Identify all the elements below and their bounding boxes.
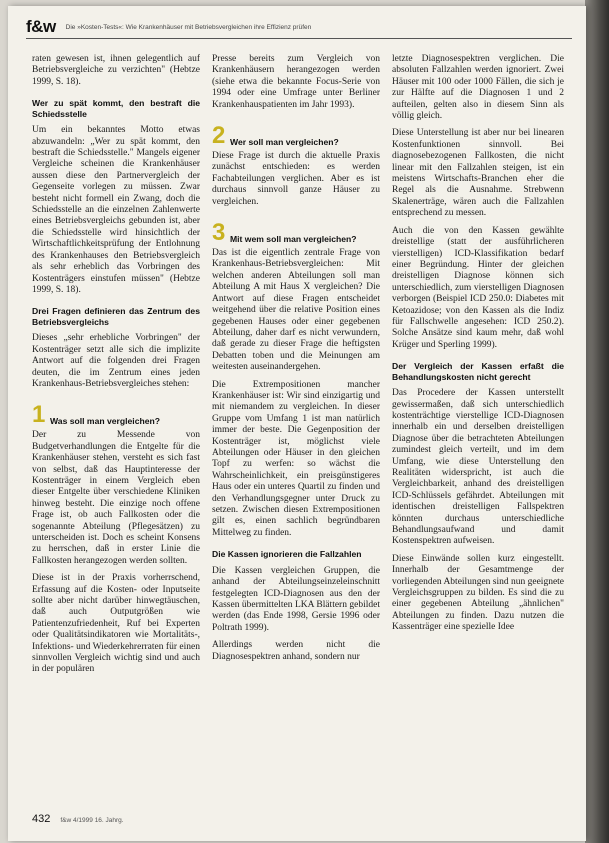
paragraph: Die Kassen vergleichen Gruppen, die anhand der Abteilungseinzeleinschnitt festgelegten ICD-Diagnosen aus den der Kassen übermittelten LKA Blättern gebildet werden (das Ende 1998, Gersie 1996 oder Poltrath 1999). [212,565,380,633]
paragraph: letzte Diagnosespektren verglichen. Die absoluten Fallzahlen werden ignoriert. Zwei Häuser mit 100 oder 1000 Fällen, die sich je zur Hälfte auf die Diagnosen 1 und 2 aufteilen, gelten also in diesem Sinn als völlig gleich. [392,54,564,122]
section-heading: Der Vergleich der Kassen erfaßt die Behandlungskosten nicht gerecht [392,361,564,382]
page-footer [32,813,124,825]
section-heading: Drei Fragen definieren das Zentrum des Betriebsvergleichs [32,306,200,327]
paragraph: Diese ist in der Praxis vorherrschend, Erfassung auf die Kosten- oder Inputseite sollte aber nicht darüber hinwegtäuschen, daß auch Outputgrößen wie Patientenzufriedenheit, Ruf bei Experten oder Qualitätsindikatoren wie Mortalitäts-, Infektions- und Wiederkehrerraten für einen sinnvollen Vergleich wichtig sind und auch in der populären [32,573,200,675]
running-title: Die »Kosten-Tests«: Wie Krankenhäuser mit Betriebsvergleichen ihre Effizienz prüfen [65,23,312,31]
paragraph: Das Procedere der Kassen unterstellt gewissermaßen, daß sich unterschiedlich kostenträchtige vierstellige ICD-Diagnosen innerhalb ein und derselben dreistelligen Diagnose über die betrachteten Abteilungen zumindest gleich verteilt, und im dem Umfang, wie diese Unterstellung den Realitäten widerspricht, ist auch die Vergleichbarkeit, anhand des dreistelligen ICD-Schlüssels gefährdet. Abteilungen mit identischen dreistelligen Fallspektren könnten durchaus unterschiedliche Behandlungsaufwand und damit Kostenspektren aufweisen. [392,388,564,547]
text-column-2 [212,54,380,794]
paragraph: Presse bereits zum Vergleich von Krankenhäusern herangezogen werden (siehe etwa die bekannte Focus-Serie von 1994 oder eine Umfrage unter Berliner Krankenhauspatienten im Jahr 1993). [212,54,380,110]
question-title: Wer soll man vergleichen? [230,137,339,148]
question-heading-2 [212,122,380,150]
section-heading: Wer zu spät kommt, den bestraft die Schiedsstelle [32,98,200,119]
paragraph: Allerdings werden nicht die Diagnosespektren anhand, sondern nur [212,640,380,662]
question-title: Mit wem soll man vergleichen? [230,234,357,245]
paragraph: Das ist die eigentlich zentrale Frage von Krankenhaus-Betriebsvergleichen: Mit welchen anderen Abteilungen soll man Abteilung A mit Haus X vergleichen? Die Antwort auf diese Fragen entscheidet weitgehend über die relative Position eines gegebenen Hauses oder einer gegebenen Abteilung, daher darf es nicht verwundern, daß gerade zu dieser Frage die heftigsten Debatten toben und die Meinungen am weitesten auseinandergehen. [212,248,380,373]
paragraph: Auch die von den Kassen gewählte dreistellige (statt der ausführlicheren vierstelligen) ICD-Klassifikation bedarf einer Begründung. Hinter der gleichen dreistelligen Diagnose können sich unterschiedlich, zum vierstelligen Diagnosen verborgen (Beispiel ICD 250.0: Diabetes mit Ketoazidose; von den Kassen als die Indiz für Fallschwelle angesehen: ICD 250.2). Solche Ansätze sind kaum mehr, daß wohl Krüger und Sperling 1999). [392,225,564,350]
scan-edge-shadow [585,0,609,843]
question-heading-3 [212,219,380,247]
paragraph: Um ein bekanntes Motto etwas abzuwandeln: „Wer zu spät kommt, den bestraft die Schiedsstelle." Mangels eigener Vergleiche scheinen die Krankenhäuser aussen diese den Partnervergleich der Gegenseite vorlegen zu müssen. Zwar besteht nicht formell ein Zwang, doch die Schiedsstelle an die einzelnen Zahlenwerte eines Betriebsvergleichs gebunden ist, aber die Schiedsstelle wird hinsichtlich der Wirtschaftlichkeitsprüfung der Entlohnung des Krankenhauses den Betriebsvergleich als sehr erheblich das Vorbringen des Kostenträgers einstufen müssen" (Hebtze 1999, S. 18). [32,125,200,295]
paragraph: Die Extrempositionen mancher Krankenhäuser ist: Wir sind einzigartig und mit niemandem zu vergleichen. In dieser Gruppe vom Umfang 1 ist man natürlich immer der beste. Die Gegenposition der Kostenträger ist, möglichst viele Abteilungen oder Häuser in den gleichen Topf zu werfen: so wächst die Wahrscheinlichkeit, ein preisgünstigeres Haus oder ein unteres Quartil zu finden und den Verhandlungsgegner unter Druck zu setzen. Zwischen diesen Extrempositionen gilt es, einen sachlich begründbaren Mittelweg zu finden. [212,379,380,538]
text-column-3 [392,54,564,794]
paragraph: raten gewesen ist, ihnen gelegentlich auf Betriebsvergleiche zu verzichten" (Hebtze 1999, S. 18). [32,54,200,87]
question-number: 3 [212,219,226,247]
footer-source: f&w 4/1999 16. Jahrg. [60,817,124,824]
paragraph: Diese Unterstellung ist aber nur bei linearen Kostenfunktionen sinnvoll. Bei diagnosebezogenen Fallkosten, die nicht linear mit den Fallzahlen steigen, ist ein meistens Wirtschafts-Branchen eher die Regel als die Ausnahme. Strebwenn Skalenerträge, wären auch die Fallzahlen entsprechend zu messen. [392,128,564,219]
paragraph: Dieses „sehr erhebliche Vorbringen" der Kostenträger setzt alle sich die implizite Antwort auf die folgenden drei Fragen deuten, die im Zentrum eines jeden Krankenhaus-Betriebsvergleiches stehen: [32,333,200,389]
paragraph: Diese Frage ist durch die aktuelle Praxis zunächst entschieden: es werden Fachabteilungen verglichen. Aber es ist durchaus sinnvoll ganze Häuser zu vergleichen. [212,151,380,207]
page-header [26,16,572,39]
question-number: 1 [32,401,46,429]
question-title: Was soll man vergleichen? [50,416,161,427]
text-column-1 [32,54,200,794]
journal-logo: f&w [26,17,56,36]
question-heading-1 [32,401,200,429]
question-number: 2 [212,122,226,150]
paragraph: Der zu Messende von Budgetverhandlungen die Entgelte für die Krankenhäuser stehen, versteht es sich fast von selbst, daß das Hauptinteresse der Kostenträger in einem Vergleich eben dieser Entgelte über verschiedene Kliniken hinweg besteht. Die einzige noch offene Frage ist, ob auch Fallkosten oder die sogenannte Abteilung (Pflegesätzen) zu unterscheiden ist. Doch es scheint Konsens zu herrschen, daß in erster Linie die Fallkosten herangezogen werden sollten. [32,430,200,566]
paragraph: Diese Einwände sollen kurz eingestellt. Innerhalb der Gesamtmenge der vorliegenden Abteilungen sind nun geeignete Vergleichsgruppen zu bilden. Es sind die zu einer gegebenen Abteilung „ähnlichen" Abteilungen zu finden. Dazu nutzen die Kassenträger eine spezielle Idee [392,553,564,633]
page-number: 432 [32,813,51,825]
document-page [8,6,586,841]
section-heading: Die Kassen ignorieren die Fallzahlen [212,549,362,560]
